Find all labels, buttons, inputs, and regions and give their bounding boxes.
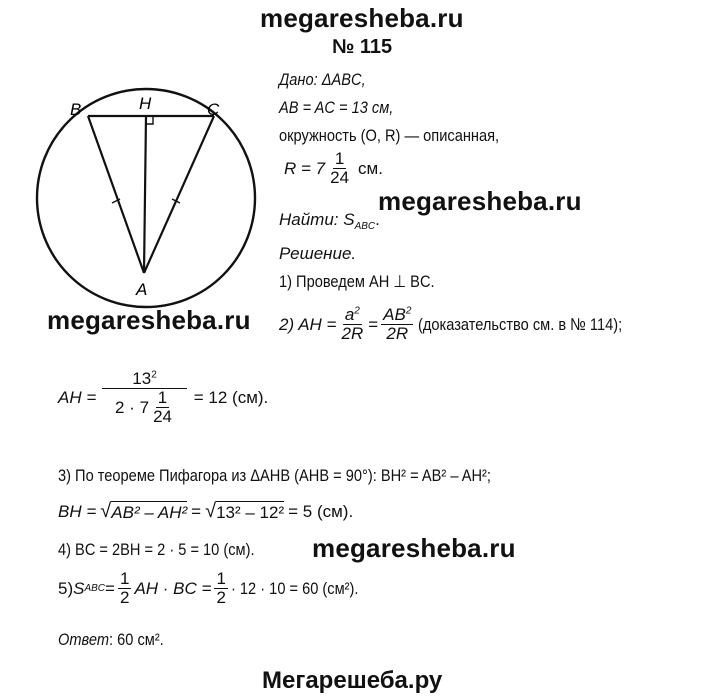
label-a: A [136, 280, 148, 299]
solution-step-4: 4) BC = 2BH = 2 · 5 = 10 (см). [58, 540, 255, 559]
geometry-figure [0, 85, 270, 405]
answer: Ответ: 60 см². [58, 630, 164, 649]
watermark-1: megaresheba.ru [378, 186, 582, 216]
segment-ac [144, 116, 214, 273]
solution-step-5: 5) S ABC = $\frac{1}{2}$ AH · BC = $\frac{1}{2}$ · 12 · 10 = 60 (см²). [58, 569, 359, 607]
given-line-1: Дано: ΔABC, [279, 70, 366, 89]
watermark-3: megaresheba.ru [312, 533, 516, 563]
solution-step-3: 3) По теореме Пифагора из ΔAHB (AHB = 90°): BH² = AB² – AH²; [58, 466, 491, 485]
label-b: B [70, 100, 82, 119]
ah-calculation: AH = $13^2$ 2 · 7 $\frac{1}{24}$ = 12 (см). [58, 369, 269, 426]
given-circle: окружность (O, R) — описанная, [279, 126, 500, 145]
given-find: Найти: $S_{ABC}$. [279, 210, 380, 232]
label-c: C [207, 100, 220, 119]
problem-number: № 115 [332, 36, 393, 58]
solution-step-1: 1) Проведем AH ⊥ BC. [279, 272, 435, 291]
watermark-2: megaresheba.ru [47, 305, 251, 335]
footer-site: Мегарешеба.ру [262, 667, 443, 694]
header-site: megaresheba.ru [260, 3, 464, 33]
bh-calculation: BH = √ AB² – AH² = √ 13² – 12² = 5 (см). [58, 500, 354, 522]
altitude-ah [144, 116, 146, 273]
solution-step-2: 2) AH = $\frac{a^2}{2R}$ = $\frac{AB^2}{2R}$ (доказательство см. в № 114); [279, 305, 623, 343]
solution-title: Решение. [279, 244, 357, 263]
given-sides: AB = AC = 13 см, [279, 98, 394, 117]
segment-ab [88, 116, 144, 273]
label-h: H [139, 94, 152, 113]
given-radius: R = 7 $\frac{1}{24}$ см. [284, 149, 383, 187]
